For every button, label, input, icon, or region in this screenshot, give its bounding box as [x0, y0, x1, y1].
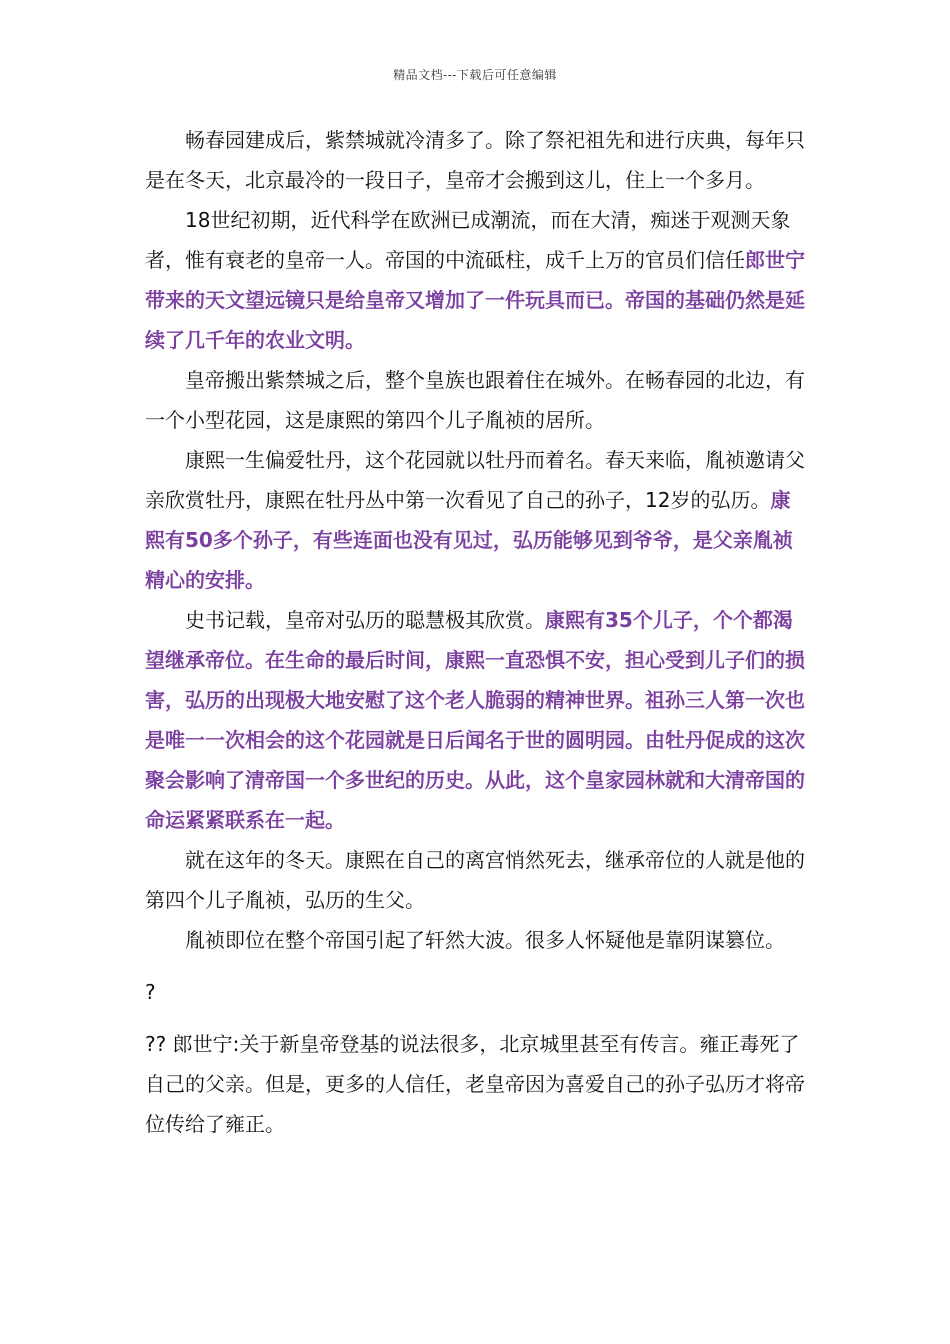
paragraph-6 — [145, 840, 805, 920]
paragraph-4 — [145, 440, 805, 600]
paragraph-text: 畅春园建成后，紫禁城就冷清多了。除了祭祀祖先和进行庆典，每年只是在冬天，北京最冷的一段日子，皇帝才会搬到这儿，住上一个多月。 — [145, 128, 805, 192]
paragraph-text: 史书记载，皇帝对弘历的聪慧极其欣赏。 — [185, 608, 545, 632]
paragraph-1 — [145, 120, 805, 200]
paragraph-7 — [145, 920, 805, 960]
paragraph-text: 18世纪初期，近代科学在欧洲已成潮流，而在大清，痴迷于观测天象者，惟有衰老的皇帝一人。帝国的中流砥柱，成千上万的官员们信任 — [145, 208, 791, 272]
paragraph-last: ?? 郎世宁:关于新皇帝登基的说法很多，北京城里甚至有传言。雍正毒死了自己的父亲。但是，更多的人信任，老皇帝因为喜爱自己的孙子弘历才将帝位传给了雍正。 — [145, 1032, 805, 1136]
paragraph-2 — [145, 200, 805, 360]
highlighted-text: 郎世宁带来的天文望远镜只是给皇帝又增加了一件玩具而已。帝国的基础仍然是延续了几千年的农业文明。 — [145, 248, 805, 352]
paragraph-text: 皇帝搬出紫禁城之后，整个皇族也跟着住在城外。在畅春园的北边，有一个小型花园，这是康熙的第四个儿子胤祯的居所。 — [145, 368, 805, 432]
highlighted-text: 康熙有35个儿子，个个都渴望继承帝位。在生命的最后时间，康熙一直恐惧不安，担心受到儿子们的损害，弘历的出现极大地安慰了这个老人脆弱的精神世界。祖孙三人第一次也是唯一一次相会的这个花园就是日后闻名于世的圆明园。由牡丹促成的这次聚会影响了清帝国一个多世纪的历史。从此，这个皇家园林就和大清帝国的命运紧紧联系在一起。 — [145, 608, 805, 832]
paragraph-text: 胤祯即位在整个帝国引起了轩然大波。很多人怀疑他是靠阴谋篡位。 — [185, 928, 785, 952]
paragraph-text: 康熙一生偏爱牡丹，这个花园就以牡丹而着名。春天来临，胤祯邀请父亲欣赏牡丹，康熙在牡丹丛中第一次看见了自己的孙子，12岁的弘历。 — [145, 448, 805, 512]
document-body — [145, 120, 805, 1144]
page-header: 精品文档---下载后可任意编辑 — [393, 68, 557, 82]
highlighted-text: 康熙有50多个孙子，有些连面也没有见过，弘历能够见到爷爷，是父亲胤祯精心的安排。 — [145, 488, 793, 592]
paragraph-5 — [145, 600, 805, 840]
question-mark: ? — [145, 980, 156, 1004]
spacer — [145, 1012, 805, 1024]
spacer — [145, 960, 805, 972]
paragraph-3 — [145, 360, 805, 440]
paragraph-text: 就在这年的冬天。康熙在自己的离宫悄然死去，继承帝位的人就是他的第四个儿子胤祯，弘历的生父。 — [145, 848, 805, 912]
